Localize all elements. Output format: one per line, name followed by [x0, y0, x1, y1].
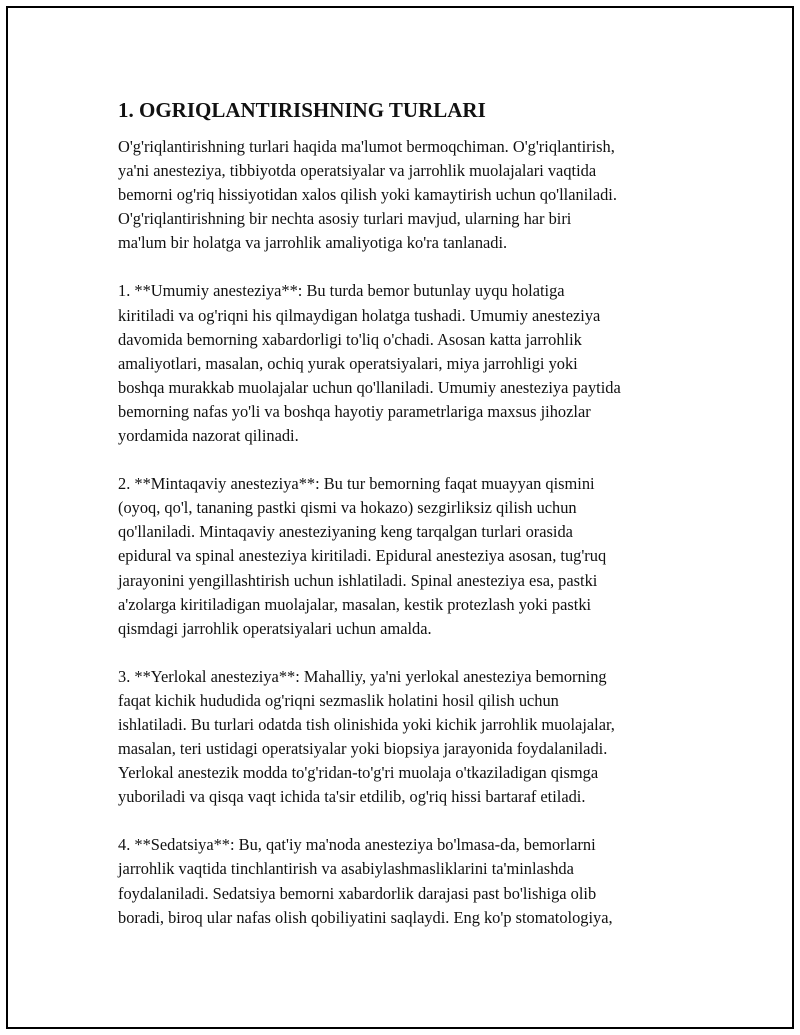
paragraph-4: [118, 665, 698, 810]
paragraph-line: yordamida nazorat qilinadi.: [118, 426, 299, 446]
section-heading: 1. OGRIQLANTIRISHNING TURLARI: [118, 98, 486, 122]
paragraph-list: [118, 135, 698, 930]
paragraph-line: (oyoq, qo'l, tananing pastki qismi va hokazo) sezgirliksiz qilish uchun: [118, 498, 577, 518]
paragraph-2: [118, 279, 698, 448]
paragraph-line: ya'ni anesteziya, tibbiyotda operatsiyalar va jarrohlik muolajalari vaqtida: [118, 161, 597, 181]
paragraph-line: 3. **Yerlokal anesteziya**: Mahalliy, ya'ni yerlokal anesteziya bemorning: [118, 666, 607, 686]
paragraph-line: foydalaniladi. Sedatsiya bemorni xabardorlik darajasi past bo'lishiga olib: [118, 883, 597, 903]
paragraph-1: [118, 135, 698, 255]
paragraph-line: bemorning nafas yo'li va boshqa hayotiy parametrlariga maxsus jihozlar: [118, 401, 591, 421]
paragraph-line: jarayonini yengillashtirish uchun ishlatiladi. Spinal anesteziya esa, pastki: [118, 570, 598, 590]
paragraph-line: ishlatiladi. Bu turlari odatda tish olinishida yoki kichik jarrohlik muolajalar,: [118, 714, 615, 734]
paragraph-line: yuboriladi va qisqa vaqt ichida ta'sir etdilib, og'riq hissi bartaraf etiladi.: [118, 787, 586, 807]
paragraph-line: 2. **Mintaqaviy anesteziya**: Bu tur bemorning faqat muayyan qismini: [118, 474, 595, 494]
paragraph-line: a'zolarga kiritiladigan muolajalar, masalan, kestik protezlash yoki pastki: [118, 594, 592, 614]
paragraph-line: ma'lum bir holatga va jarrohlik amaliyotiga ko'ra tanlanadi.: [118, 233, 508, 253]
paragraph-line: faqat kichik hududida og'riqni sezmaslik holatini hosil qilish uchun: [118, 690, 559, 710]
paragraph-line: qo'llaniladi. Mintaqaviy anesteziyaning keng tarqalgan turlari orasida: [118, 522, 573, 542]
paragraph-line: boradi, biroq ular nafas olish qobiliyatini saqlaydi. Eng ko'p stomatologiya,: [118, 907, 613, 927]
paragraph-line: davomida bemorning xabardorligi to'liq o'chadi. Asosan katta jarrohlik: [118, 329, 582, 349]
paragraph-line: 4. **Sedatsiya**: Bu, qat'iy ma'noda anesteziya bo'lmasa-da, bemorlarni: [118, 835, 596, 855]
paragraph-3: [118, 472, 698, 641]
paragraph-line: Yerlokal anestezik modda to'g'ridan-to'g'ri muolaja o'tkaziladigan qismga: [118, 763, 599, 783]
paragraph-line: amaliyotlari, masalan, ochiq yurak operatsiyalari, miya jarrohligi yoki: [118, 353, 578, 373]
paragraph-line: 1. **Umumiy anesteziya**: Bu turda bemor butunlay uyqu holatiga: [118, 281, 565, 301]
page-frame: [6, 6, 794, 1029]
paragraph-line: O'g'riqlantirishning turlari haqida ma'lumot bermoqchiman. O'g'riqlantirish,: [118, 137, 615, 156]
paragraph-line: boshqa murakkab muolajalar uchun qo'llaniladi. Umumiy anesteziya paytida: [118, 377, 621, 397]
paragraph-line: jarrohlik vaqtida tinchlantirish va asabiylashmasliklarini ta'minlashda: [118, 859, 574, 879]
paragraph-line: masalan, teri ustidagi operatsiyalar yoki biopsiya jarayonida foydalaniladi.: [118, 739, 608, 759]
paragraph-line: bemorni og'riq hissiyotidan xalos qilish yoki kamaytirish uchun qo'llaniladi.: [118, 185, 617, 205]
paragraph-line: qismdagi jarrohlik operatsiyalari uchun amalda.: [118, 618, 432, 638]
document-body: [118, 98, 698, 954]
paragraph-5: [118, 833, 698, 929]
paragraph-line: kiritiladi va og'riqni his qilmaydigan holatga tushadi. Umumiy anesteziya: [118, 305, 601, 325]
paragraph-line: epidural va spinal anesteziya kiritiladi. Epidural anesteziya asosan, tug'ruq: [118, 546, 607, 566]
paragraph-line: O'g'riqlantirishning bir nechta asosiy turlari mavjud, ularning har biri: [118, 209, 572, 229]
